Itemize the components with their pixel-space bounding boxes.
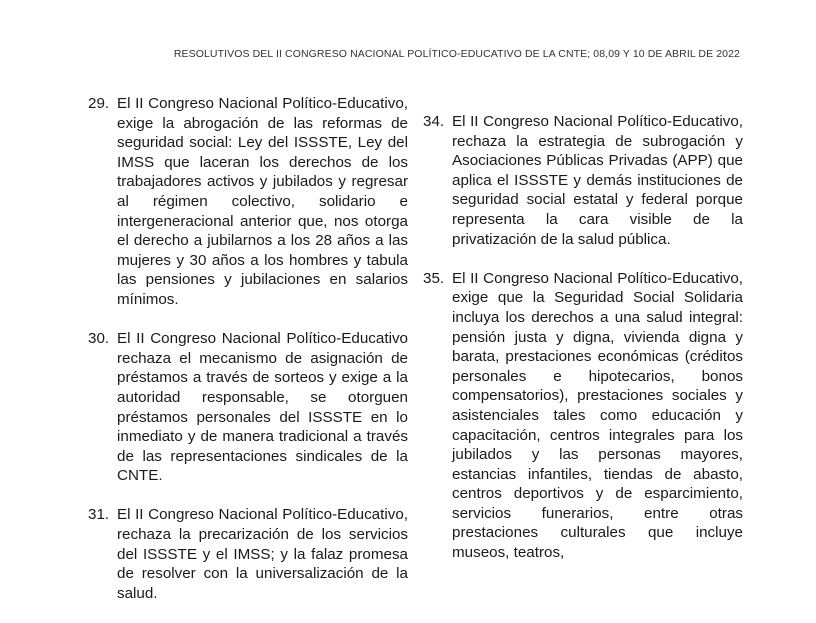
resolution-text: El II Congreso Nacional Político-Educativo, exige la abrogación de las reformas de seguridad social: Ley del ISSSTE, Ley del IMSS que laceran los derechos de los trabajadores activos y jubilados y regresar al régimen colectivo, solidario e intergeneracional anterior que, nos otorga el derecho a jubilarnos a los 28 años a las mujeres y 30 años a los hombres y tabula las pensiones y jubilaciones en salarios mínimos. — [117, 95, 408, 308]
resolution-text: El II Congreso Nacional Político-Educativo, exige que la Seguridad Social Solidaria incluya los derechos a una salud integral: pensión justa y digna, vivienda digna y barata, prestaciones económicas (créditos personales e hipotecarios, bonos compensatorios), prestaciones sociales y asistenciales tales como educación y capacitación, centros integrales para los jubilados y las personas mayores, estancias infantiles, tiendas de abasto, centros deportivos y de esparcimiento, servicios funerarios, entre otras prestaciones culturales que incluye museos, teatros, — [452, 269, 743, 562]
left-column — [88, 94, 408, 623]
resolution-item-34 — [423, 112, 743, 249]
resolution-number: 29. — [88, 95, 110, 112]
resolution-item-30 — [88, 329, 408, 486]
resolution-item-29 — [88, 94, 408, 310]
resolution-number: 34. — [423, 113, 445, 130]
right-column — [423, 112, 743, 582]
resolution-number: 30. — [88, 330, 110, 348]
resolution-number: 31. — [88, 506, 110, 524]
resolution-text: El II Congreso Nacional Político-Educativo, rechaza la estrategia de subrogación y Asociaciones Públicas Privadas (APP) que aplica el ISSSTE y demás instituciones de seguridad social estatal y federal porque representa la cara visible de la privatización de la salud pública. — [452, 113, 743, 248]
resolution-number: 35. — [423, 269, 445, 287]
resolution-text: El II Congreso Nacional Político-Educativo rechaza el mecanismo de asignación de préstamos a través de sorteos y exige a la autoridad responsable, se otorguen préstamos personales del ISSSTE en lo inmediato y de manera tradicional a través de las representaciones sindicales de la CNTE. — [117, 330, 408, 485]
resolution-text: El II Congreso Nacional Político-Educativo, rechaza la precarización de los servicios del ISSSTE y el IMSS; y la falaz promesa de resolver con la universalización de la salud. — [117, 506, 408, 602]
resolution-item-35 — [423, 269, 743, 563]
page-header: RESOLUTIVOS DEL II CONGRESO NACIONAL POLÍTICO-EDUCATIVO DE LA CNTE; 08,09 Y 10 DE ABRIL DE 2022 — [173, 48, 740, 60]
resolution-item-31 — [88, 505, 408, 603]
